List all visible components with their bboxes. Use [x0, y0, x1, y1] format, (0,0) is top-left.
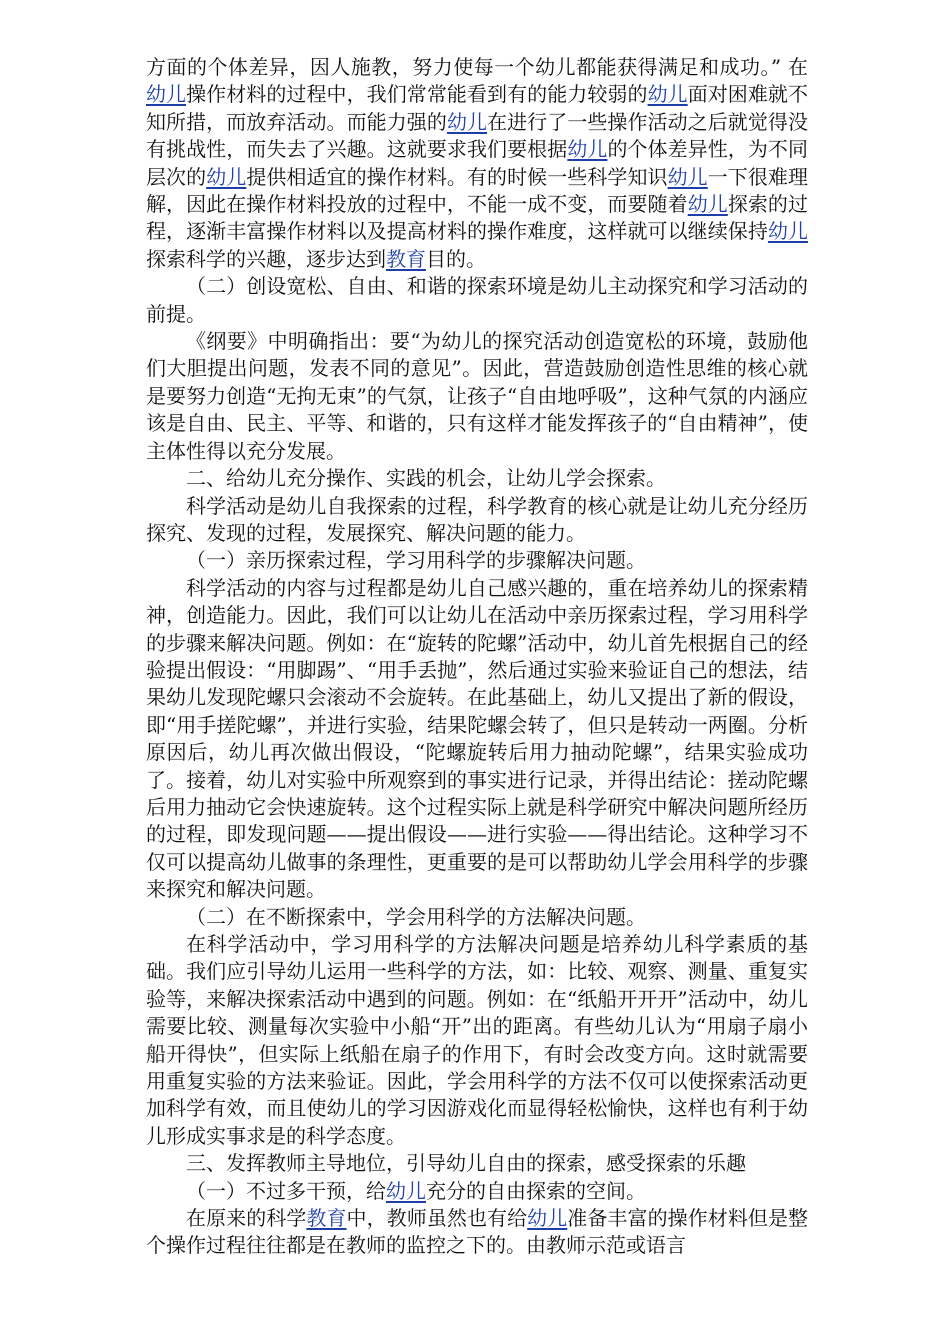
text-run: 充分的自由探索的空间。 — [426, 1178, 646, 1203]
keyword-link[interactable]: 教育 — [386, 246, 426, 271]
keyword-link[interactable]: 幼儿 — [146, 82, 187, 107]
keyword-link[interactable]: 幼儿 — [567, 137, 608, 162]
keyword-link[interactable]: 幼儿 — [667, 164, 708, 189]
text-run: 提供相适宜的操作材料。有的时候一些科学知识 — [246, 164, 668, 189]
paragraph — [146, 1205, 808, 1260]
text-run: （二）创设宽松、自由、和谐的探索环境是幼儿主动探究和学习活动的前提。 — [146, 274, 808, 326]
text-run: （一）亲历探索过程，学习用科学的步骤解决问题。 — [186, 548, 646, 573]
text-run: 一下很难理解，因此在操作材料投放的过程中，不能一成不变，而要随着 — [146, 164, 808, 217]
paragraph — [146, 575, 808, 904]
text-run: 探索科学的兴趣，逐步达到 — [146, 246, 386, 271]
text-run: 科学活动的内容与过程都是幼儿自己感兴趣的，重在培养幼儿的探索精神，创造能力。因此，我们可以让幼儿在活动中亲历探索过程，学习用科学的步骤来解决问题。例如：在“旋转的陀螺”活动中，幼儿首先根据自己的经验提出假设：“用脚踢”、“用手丢抛”，然后通过实验来验证自己的想法，结果幼儿发现陀螺只会滚动不会旋转。在此基础上，幼儿又提出了新的假设，即“用手搓陀螺”，并进行实验，结果陀螺会转了，但只是转动一两圈。分析原因后，幼儿再次做出假设，“陀螺旋转后用力抽动陀螺”，结果实验成功了。接着，幼儿对实验中所观察到的事实进行记录，并得出结论：搓动陀螺后用力抽动它会快速旋转。这个过程实际上就是科学研究中解决问题所经历的过程，即发现问题——提出假设——进行实验——得出结论。这种学习不仅可以提高幼儿做事的条理性，更重要的是可以帮助幼儿学会用科学的步骤来探究和解决问题。 — [146, 575, 808, 902]
paragraph — [146, 547, 808, 574]
text-run: 科学活动是幼儿自我探索的过程，科学教育的核心就是让幼儿充分经历探究、发现的过程，发展探究、解决问题的能力。 — [146, 493, 808, 545]
text-run: 方面的个体差异，因人施教，努力使每一个幼儿都能获得满足和成功。” 在 — [146, 55, 808, 79]
text-run: 《纲要》中明确指出：要“为幼儿的探究活动创造宽松的环境，鼓励他们大胆提出问题，发表不同的意见”。因此，营造鼓励创造性思维的核心就是要努力创造“无拘无束”的气氛，让孩子“自由地呼吸”，这种气氛的内涵应该是自由、民主、平等、和谐的，只有这样才能发挥孩子的“自由精神”，使主体性得以充分发展。 — [146, 329, 808, 463]
keyword-link[interactable]: 幼儿 — [386, 1178, 426, 1203]
keyword-link[interactable]: 教育 — [306, 1206, 347, 1231]
paragraph — [146, 54, 808, 273]
paragraph — [146, 493, 808, 548]
keyword-link[interactable]: 幼儿 — [446, 109, 488, 134]
text-run: 二、给幼儿充分操作、实践的机会，让幼儿学会探索。 — [186, 466, 666, 491]
paragraph — [146, 1150, 808, 1177]
paragraph — [146, 273, 808, 328]
text-run: 准备丰富的操作材料但是整个操作过程往往都是在教师的监控之下的。由教师示范或语言 — [146, 1206, 809, 1258]
text-run: 在原来的科学 — [186, 1206, 307, 1231]
paragraph — [146, 465, 808, 492]
text-run: 操作材料的过程中，我们常常能看到有的能力较弱的 — [186, 82, 648, 107]
paragraph — [146, 904, 808, 931]
document-body — [146, 54, 808, 1260]
text-run: （二）在不断探索中，学会用科学的方法解决问题。 — [186, 904, 646, 929]
keyword-link[interactable]: 幼儿 — [687, 192, 728, 217]
keyword-link[interactable]: 幼儿 — [206, 164, 247, 189]
text-run: 目的。 — [426, 246, 486, 271]
text-run: 在科学活动中，学习用科学的方法解决问题是培养幼儿科学素质的基础。我们应引导幼儿运用一些科学的方法，如：比较、观察、测量、重复实验等，来解决探索活动中遇到的问题。例如：在“纸船开开开”活动中，幼儿需要比较、测量每次实验中小船“开”出的距离。有些幼儿认为“用扇子扇小船开得快”，但实际上纸船在扇子的作用下，有时会改变方向。这时就需要用重复实验的方法来验证。因此，学会用科学的方法不仅可以使探索活动更加科学有效，而且使幼儿的学习因游戏化而显得轻松愉快，这样也有利于幼儿形成实事求是的科学态度。 — [146, 932, 808, 1148]
text-run: 探索的过程，逐渐丰富操作材料以及提高材料的操作难度，这样就可以继续保持 — [146, 192, 808, 244]
paragraph — [146, 328, 808, 465]
text-run: 的个体差异性，为不同层次的 — [146, 137, 808, 189]
text-run: 三、发挥教师主导地位，引导幼儿自由的探索，感受探索的乐趣 — [186, 1151, 746, 1176]
keyword-link[interactable]: 幼儿 — [527, 1206, 568, 1231]
text-run: 面对困难就不知所措，而放弃活动。而能力强的 — [146, 82, 808, 134]
text-run: 在进行了一些操作活动之后就觉得没有挑战性，而失去了兴趣。这就要求我们要根据 — [146, 109, 808, 162]
paragraph — [146, 1178, 808, 1205]
paragraph — [146, 931, 808, 1150]
keyword-link[interactable]: 幼儿 — [767, 219, 808, 244]
keyword-link[interactable]: 幼儿 — [647, 82, 688, 107]
text-run: 中，教师虽然也有给 — [346, 1206, 528, 1231]
text-run: （一）不过多干预，给 — [186, 1178, 386, 1203]
